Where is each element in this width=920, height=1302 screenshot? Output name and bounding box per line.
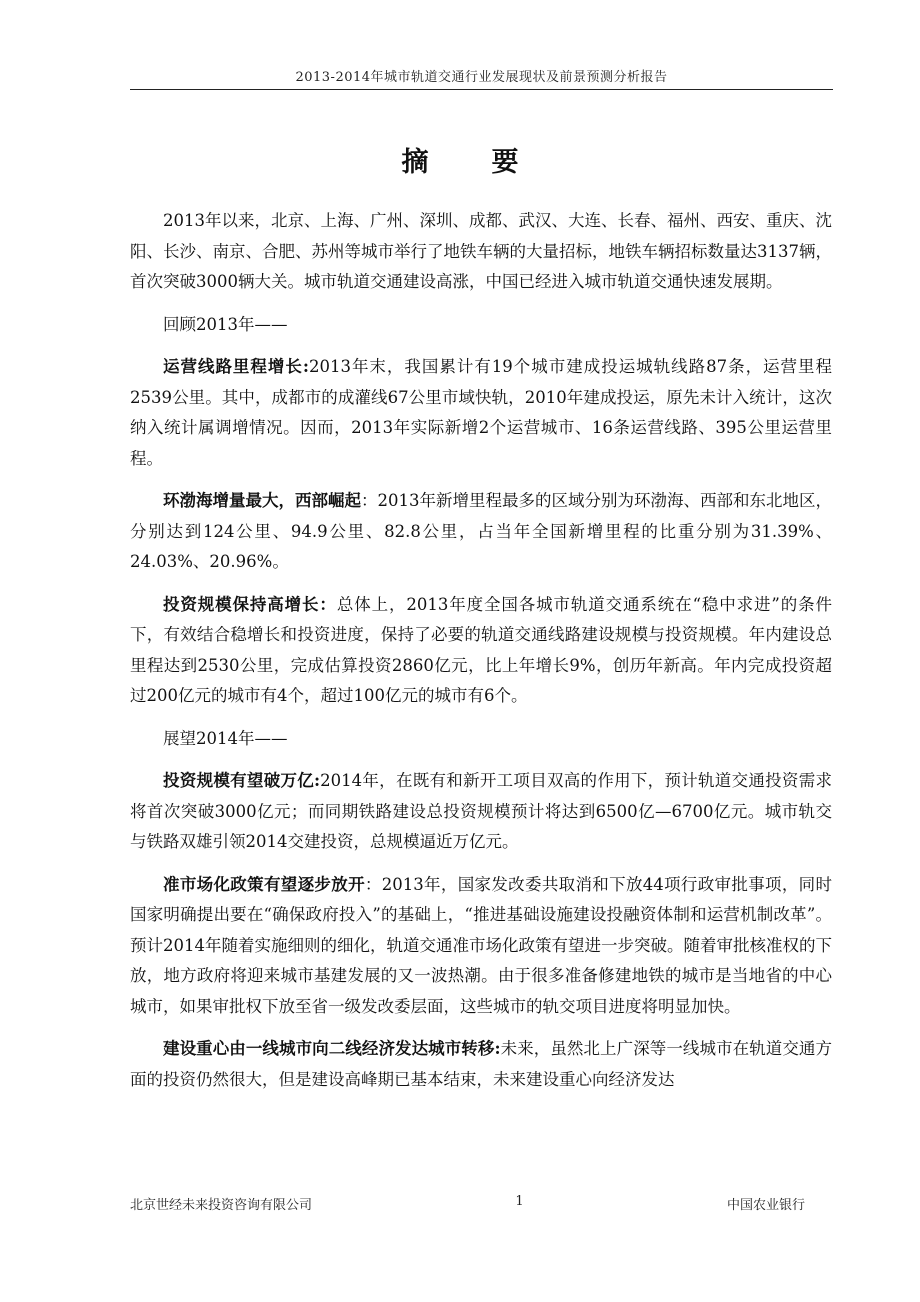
paragraph-lead: 准市场化政策有望逐步放开 [163,874,365,894]
paragraph-lead: 投资规模有望破万亿: [163,771,321,790]
paragraph [130,870,832,1023]
paragraph-lead: 建设重心由一线城市向二线经济发达城市转移: [163,1039,501,1058]
paragraph [130,724,832,755]
page-number: 1 [515,1194,524,1209]
paragraph-text: ：2013年新增里程最多的区域分别为环渤海、西部和东北地区，分别达到124公里、94.9公里、82.8公里，占当年全国新增里程的比重分别为31.39%、24.03%、20.96%。 [130,491,832,571]
running-header: 2013-2014年城市轨道交通行业发展现状及前景预测分析报告 [130,66,833,90]
paragraph-text: ：2013年，国家发改委共取消和下放44项行政审批事项，同时国家明确提出要在“确保政府投入”的基础上，“推进基础设施建设投融资体制和运营机制改革”。预计2014年随着实施细则的细化，轨道交通准市场化政策有望进一步突破。随着审批核准权的下放，地方政府将迎来城市基建发展的又一波热潮。由于很多准备修建地铁的城市是当地省的中心城市，如果审批权下放至省一级发改委层面，这些城市的轨交项目进度将明显加快。 [130,874,833,1016]
paragraph [130,766,832,858]
page-footer [130,1194,805,1213]
paragraph [130,486,832,578]
paragraph-text: 展望2014年—— [163,728,288,748]
paragraph-lead: 投资规模保持高增长： [163,594,337,614]
footer-bank: 中国农业银行 [726,1198,805,1213]
paragraph-text: 2014年，在既有和新开工项目双高的作用下，预计轨道交通投资需求将首次突破3000亿元；而同期铁路建设总投资规模预计将达到6500亿—6700亿元。城市轨交与铁路双雄引领2014交建投资，总规模逼近万亿元。 [130,771,832,851]
footer-company: 北京世经未来投资咨询有限公司 [130,1198,313,1213]
paragraph-text: 总体上，2013年度全国各城市轨道交通系统在“稳中求进”的条件下，有效结合稳增长和投资进度，保持了必要的轨道交通线路建设规模与投资规模。年内建设总里程达到2530公里，完成估算投资2860亿元，比上年增长9%，创历年新高。年内完成投资超过200亿元的城市有4个，超过100亿元的城市有6个。 [130,594,832,705]
body-text [130,206,832,1107]
paragraph [130,352,832,474]
paragraph-text: 未来，虽然北上广深等一线城市在轨道交通方面的投资仍然很大，但是建设高峰期已基本结束，未来建设重心向经济发达 [130,1039,833,1089]
page-title: 摘 要 [401,147,537,178]
paragraph-text: 2013年末，我国累计有19个城市建成投运城轨线路87条，运营里程2539公里。其中，成都市的成灌线67公里市域快轨，2010年建成投运，原先未计入统计，这次纳入统计属调增情况。因而，2013年实际新增2个运营城市、16条运营线路、395公里运营里程。 [130,357,833,468]
paragraph-text: 2013年以来，北京、上海、广州、深圳、成都、武汉、大连、长春、福州、西安、重庆、沈阳、长沙、南京、合肥、苏州等城市举行了地铁车辆的大量招标，地铁车辆招标数量达3137辆，首次突破3000辆大关。城市轨道交通建设高涨，中国已经进入城市轨道交通快速发展期。 [130,211,832,291]
paragraph-lead: 运营线路里程增长: [163,357,309,376]
paragraph [130,206,832,298]
paragraph [130,310,832,341]
paragraph [130,1034,832,1095]
paragraph-lead: 环渤海增量最大，西部崛起 [163,491,361,510]
paragraph-text: 回顾2013年—— [163,314,288,334]
paragraph [130,590,832,712]
